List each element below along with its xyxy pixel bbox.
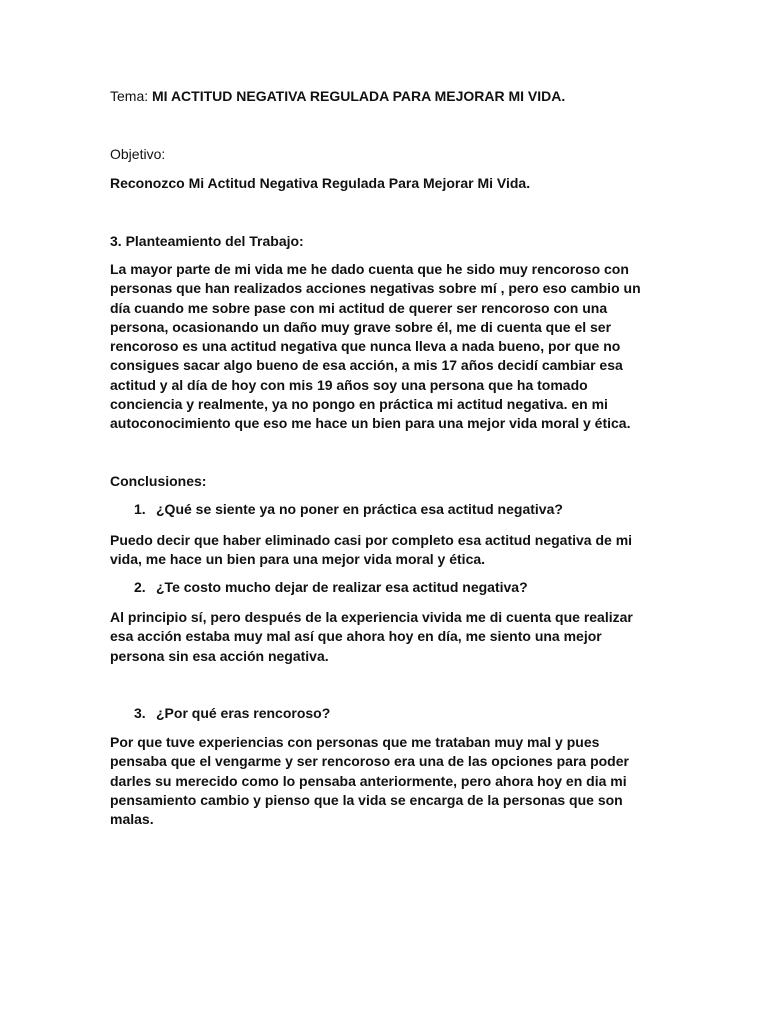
tema-label: Tema: — [110, 88, 149, 104]
question-2-number: 2. — [134, 579, 146, 595]
answer-2: Al principio sí, pero después de la experiencia vivida me di cuenta que realizar esa acción estaba muy mal así que ahora hoy en día, me siento una mejor persona sin esa acción negativa. — [110, 609, 633, 664]
objetivo-label: Objetivo: — [110, 146, 166, 162]
question-1 — [134, 500, 563, 519]
answer-3: Por que tuve experiencias con personas que me trataban muy mal y pues pensaba que el vengarme y ser rencoroso era una de las opciones para poder darles su merecido como lo pensaba anteriormente, pero ahora hoy en dia mi pensamiento cambio y pienso que la vida se encarga de la personas que son malas. — [110, 734, 629, 828]
tema-line — [110, 87, 670, 106]
answer-1: Puedo decir que haber eliminado casi por completo esa actitud negativa de mi vida, me hace un bien para una mejor vida moral y ética. — [110, 532, 633, 568]
question-3-text: ¿Por qué eras rencoroso? — [156, 705, 331, 721]
question-2 — [134, 578, 528, 597]
objetivo-text: Reconozco Mi Actitud Negativa Regulada Para Mejorar Mi Vida. — [110, 175, 531, 191]
planteamiento-body: La mayor parte de mi vida me he dado cuenta que he sido muy rencoroso con personas que han realizados acciones negativas sobre mí , pero eso cambio un día cuando me sobre pase con mi actitud de querer ser rencoroso con una persona, ocasionando un daño muy grave sobre él, me di cuenta que el ser rencoroso es una actitud negativa que nunca lleva a nada bueno, por que no consigues sacar algo bueno de esa acción, a mis 17 años decidí cambiar esa actitud y al día de hoy con mis 19 años soy una persona que ha tomado conciencia y realmente, ya no pongo en práctica mi actitud negativa. en mi autoconocimiento que eso me hace un bien para una mejor vida moral y ética. — [110, 261, 641, 432]
question-3 — [134, 704, 330, 723]
tema-value: MI ACTITUD NEGATIVA REGULADA PARA MEJORAR MI VIDA. — [152, 88, 566, 104]
conclusiones-heading: Conclusiones: — [110, 473, 207, 489]
question-1-text: ¿Qué se siente ya no poner en práctica esa actitud negativa? — [156, 501, 563, 517]
planteamiento-heading: 3. Planteamiento del Trabajo: — [110, 233, 304, 249]
question-2-text: ¿Te costo mucho dejar de realizar esa actitud negativa? — [156, 579, 528, 595]
question-3-number: 3. — [134, 705, 146, 721]
question-1-number: 1. — [134, 501, 146, 517]
